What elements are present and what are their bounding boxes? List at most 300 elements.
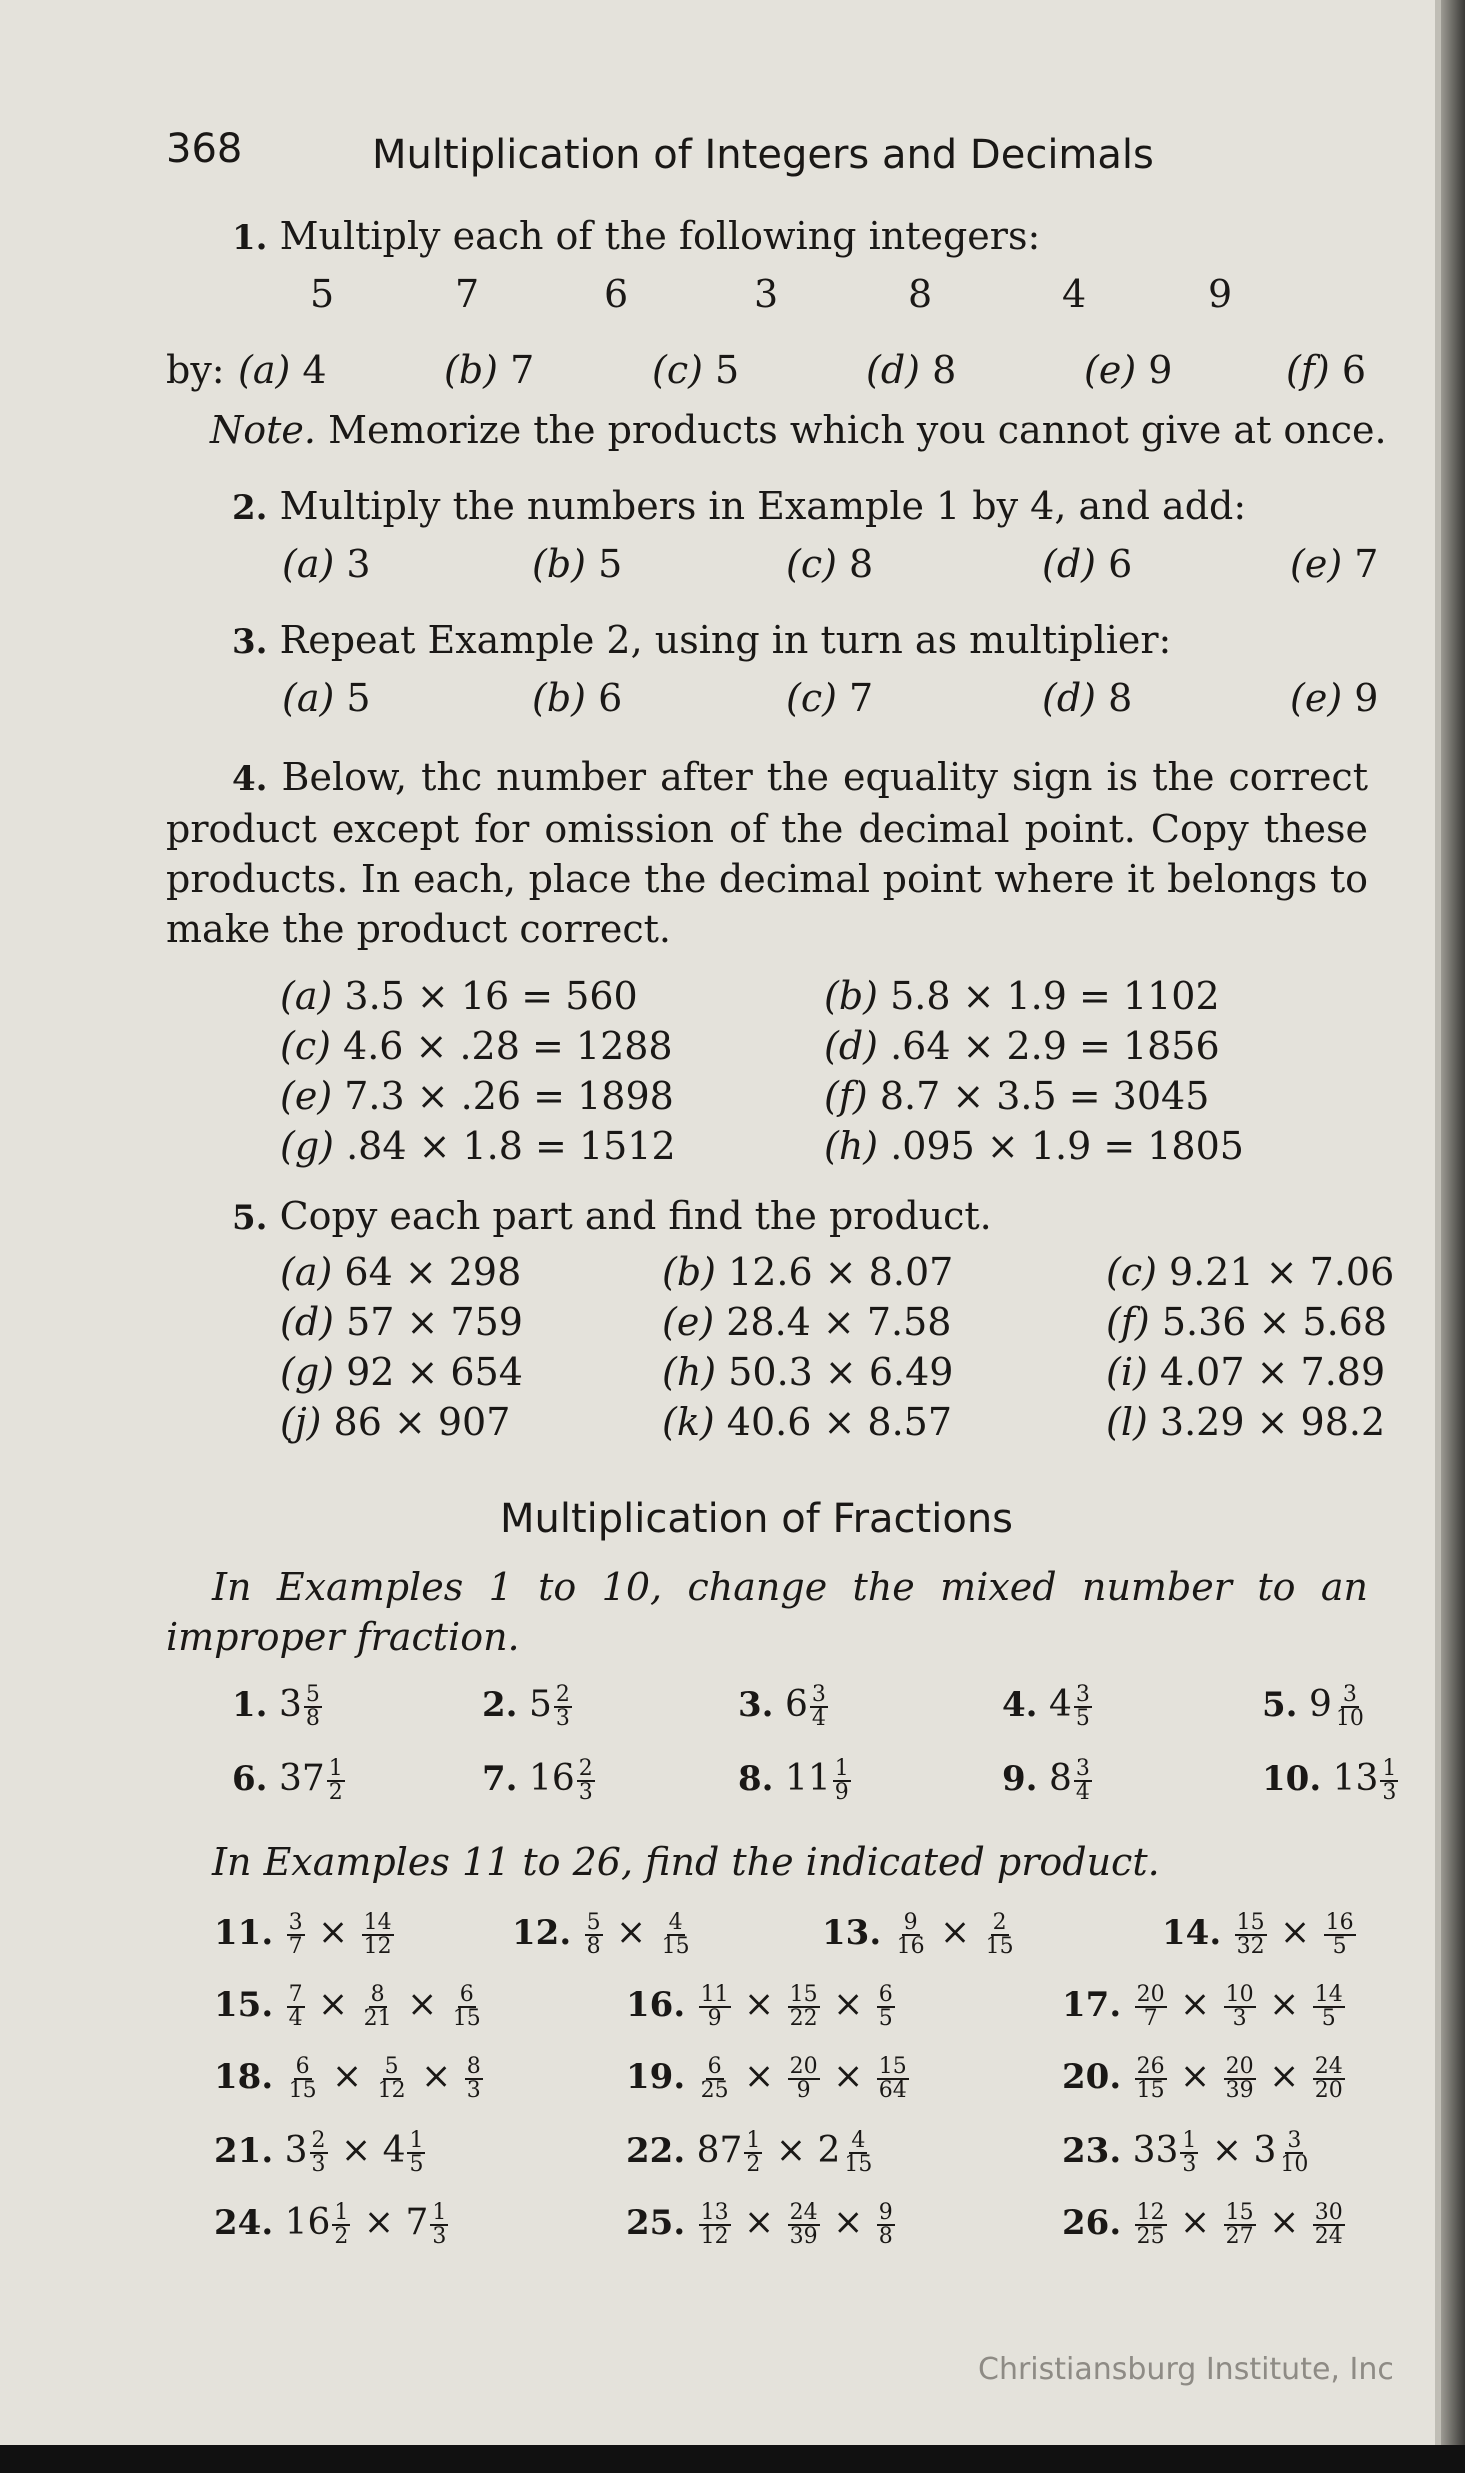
numerator: 13 [700, 2200, 729, 2225]
ex3-part-c: (c) 7 [786, 676, 874, 720]
denominator: 2 [328, 1780, 343, 1805]
fraction [287, 2056, 319, 2102]
denominator: 27 [1225, 2224, 1254, 2249]
ex4-part-f: (f) 8.7 × 3.5 = 3045 [824, 1074, 1210, 1118]
item-number: 14. [1162, 1913, 1222, 1953]
item-number: 1. [232, 1685, 268, 1725]
fraction [407, 2130, 425, 2176]
numerator: 6 [459, 1982, 474, 2007]
ex1-int-4: 8 [908, 272, 933, 316]
denominator: 3 [1182, 2152, 1197, 2177]
ex5-part-b: (b) 12.6 × 8.07 [662, 1250, 954, 1294]
denominator: 5 [1321, 2006, 1336, 2031]
ex5-part-d: (d) 57 × 759 [280, 1300, 523, 1344]
fraction [1074, 1684, 1092, 1730]
product-item [214, 2202, 450, 2248]
times-sign: × [1257, 2056, 1311, 2097]
product-item [214, 1984, 485, 2030]
ex2-part-c: (c) 8 [786, 542, 874, 586]
item-number: 17. [1062, 1985, 1122, 2025]
numerator: 20 [789, 2054, 818, 2079]
numerator: 3 [1075, 1682, 1090, 1707]
whole-part: 4 [1048, 1684, 1072, 1725]
item-number: 22. [626, 2131, 686, 2171]
denominator: 5 [409, 2152, 424, 2177]
ex4-part-g: (g) .84 × 1.8 = 1512 [280, 1124, 676, 1168]
times-sign: × [1200, 2130, 1254, 2171]
whole-part: 5 [528, 1684, 552, 1725]
ex1-part-e: (e) 9 [1084, 348, 1173, 392]
fraction [1313, 2056, 1345, 2102]
ex1-int-3: 3 [754, 272, 779, 316]
ex4-part-c: (c) 4.6 × .28 = 1288 [280, 1024, 673, 1068]
fraction [699, 2202, 731, 2248]
denominator: 39 [789, 2224, 818, 2249]
numerator: 12 [1136, 2200, 1165, 2225]
numerator: 14 [1314, 1982, 1343, 2007]
section-heading: Multiplication of Fractions [500, 1496, 1014, 1542]
ex1-line [232, 214, 1040, 258]
fraction [310, 2130, 328, 2176]
times-sign: × [732, 1984, 786, 2025]
ex5-part-f: (f) 5.36 × 5.68 [1106, 1300, 1388, 1344]
denominator: 12 [377, 2078, 406, 2103]
times-sign: × [1268, 1912, 1322, 1953]
numerator: 6 [295, 2054, 310, 2079]
item-number: 16. [626, 1985, 686, 2025]
whole-part: 3 [1253, 2130, 1277, 2171]
fraction [877, 2056, 909, 2102]
denominator: 9 [834, 1780, 849, 1805]
product-item [214, 2130, 427, 2176]
numerator: 2 [578, 1756, 593, 1781]
ex1-part-a: (a) 4 [238, 348, 327, 392]
numerator: 3 [811, 1682, 826, 1707]
ex5-part-c: (c) 9.21 × 7.06 [1106, 1250, 1395, 1294]
denominator: 20 [1314, 2078, 1343, 2103]
product-item [1062, 2056, 1347, 2102]
denominator: 8 [878, 2224, 893, 2249]
denominator: 4 [811, 1706, 826, 1731]
fractions-instruction-1: In Examples 1 to 10, change the mixed number to an improper fraction. [166, 1565, 1368, 1659]
denominator: 3 [578, 1780, 593, 1805]
numerator: 24 [1314, 2054, 1343, 2079]
ex3-part-a: (a) 5 [282, 676, 371, 720]
fraction [895, 1912, 927, 1958]
whole-part: 87 [696, 2130, 743, 2171]
times-sign: × [821, 1984, 875, 2025]
denominator: 5 [878, 2006, 893, 2031]
times-sign: × [732, 2056, 786, 2097]
ex5-part-h: (h) 50.3 × 6.49 [662, 1350, 954, 1394]
numerator: 5 [305, 1682, 320, 1707]
mixed-number-item [232, 1684, 324, 1730]
ex1-int-0: 5 [310, 272, 335, 316]
numerator: 5 [384, 2054, 399, 2079]
ex1-int-2: 6 [604, 272, 629, 316]
whole-part: 33 [1132, 2130, 1179, 2171]
denominator: 24 [1314, 2224, 1343, 2249]
whole-part: 8 [1048, 1758, 1072, 1799]
item-number: 11. [214, 1913, 274, 1953]
item-number: 4. [1002, 1685, 1038, 1725]
denominator: 10 [1335, 1706, 1364, 1731]
mixed-number-item [1262, 1758, 1400, 1804]
denominator: 15 [288, 2078, 317, 2103]
denominator: 5 [1332, 1934, 1347, 1959]
fraction [304, 1684, 322, 1730]
fraction [877, 1984, 895, 2030]
denominator: 3 [555, 1706, 570, 1731]
denominator: 15 [452, 2006, 481, 2031]
fraction [287, 1984, 305, 2030]
times-sign: × [732, 2202, 786, 2243]
numerator: 15 [1225, 2200, 1254, 2225]
page-edge-bottom [0, 2445, 1465, 2473]
item-number: 21. [214, 2131, 274, 2171]
denominator: 22 [789, 2006, 818, 2031]
ex4-part-a: (a) 3.5 × 16 = 560 [280, 974, 638, 1018]
numerator: 15 [878, 2054, 907, 2079]
denominator: 12 [363, 1934, 392, 1959]
denominator: 10 [1280, 2152, 1309, 2177]
whole-part: 37 [278, 1758, 325, 1799]
denominator: 21 [363, 2006, 392, 2031]
item-number: 8. [738, 1759, 774, 1799]
fraction [1180, 2130, 1198, 2176]
fractions-instruction-2: In Examples 11 to 26, find the indicated product. [212, 1840, 1160, 1884]
denominator: 9 [796, 2078, 811, 2103]
numerator: 8 [370, 1982, 385, 2007]
product-item [214, 2056, 485, 2102]
fraction [877, 2202, 895, 2248]
times-sign: × [821, 2202, 875, 2243]
denominator: 2 [334, 2224, 349, 2249]
fraction [376, 2056, 408, 2102]
times-sign: × [395, 1984, 449, 2025]
product-item [1162, 1912, 1358, 1958]
numerator: 1 [328, 1756, 343, 1781]
ex1-int-6: 9 [1208, 272, 1233, 316]
numerator: 2 [555, 1682, 570, 1707]
times-sign: × [306, 1984, 360, 2025]
numerator: 6 [707, 2054, 722, 2079]
numerator: 20 [1136, 1982, 1165, 2007]
ex2-part-a: (a) 3 [282, 542, 371, 586]
fraction [699, 1984, 731, 2030]
product-item [1062, 2202, 1347, 2248]
mixed-number-item [738, 1684, 830, 1730]
times-sign: × [320, 2056, 374, 2097]
numerator: 16 [1325, 1910, 1354, 1935]
fraction [1224, 2202, 1256, 2248]
item-number: 13. [822, 1913, 882, 1953]
item-number: 10. [1262, 1759, 1322, 1799]
numerator: 9 [878, 2200, 893, 2225]
fraction [287, 1912, 305, 1958]
denominator: 9 [707, 2006, 722, 2031]
denominator: 3 [311, 2152, 326, 2177]
denominator: 5 [1075, 1706, 1090, 1731]
times-sign: × [1168, 2056, 1222, 2097]
whole-part: 9 [1308, 1684, 1332, 1725]
fraction [362, 1912, 394, 1958]
whole-part: 16 [284, 2202, 331, 2243]
denominator: 7 [1143, 2006, 1158, 2031]
numerator: 7 [288, 1982, 303, 2007]
ex4-part-e: (e) 7.3 × .26 = 1898 [280, 1074, 674, 1118]
denominator: 2 [746, 2152, 761, 2177]
product-item [626, 2056, 911, 2102]
denominator: 16 [896, 1934, 925, 1959]
ex1-part-d: (d) 8 [866, 348, 957, 392]
item-number: 25. [626, 2203, 686, 2243]
ex1-part-b: (b) 7 [444, 348, 535, 392]
item-number: 6. [232, 1759, 268, 1799]
fraction [660, 1912, 692, 1958]
times-sign: × [821, 2056, 875, 2097]
fraction [585, 1912, 603, 1958]
denominator: 15 [844, 2152, 873, 2177]
product-item [626, 1984, 897, 2030]
item-number: 15. [214, 1985, 274, 2025]
fraction [1074, 1758, 1092, 1804]
numerator: 4 [668, 1910, 683, 1935]
ex1-part-c: (c) 5 [652, 348, 740, 392]
ex4-part-b: (b) 5.8 × 1.9 = 1102 [824, 974, 1220, 1018]
denominator: 25 [700, 2078, 729, 2103]
whole-part: 4 [382, 2130, 406, 2171]
fraction [332, 2202, 350, 2248]
ex1-int-5: 4 [1062, 272, 1087, 316]
ex5-part-e: (e) 28.4 × 7.58 [662, 1300, 952, 1344]
times-sign: × [604, 1912, 658, 1953]
fraction [1278, 2130, 1310, 2176]
numerator: 10 [1225, 1982, 1254, 2007]
numerator: 11 [700, 1982, 729, 2007]
fraction [1235, 1912, 1267, 1958]
fraction [554, 1684, 572, 1730]
fraction [788, 2056, 820, 2102]
numerator: 9 [903, 1910, 918, 1935]
fraction [833, 1758, 851, 1804]
product-item [214, 1912, 396, 1958]
denominator: 3 [1382, 1780, 1397, 1805]
ex5-line: 5. Copy each part and find the product. [232, 1194, 992, 1238]
fraction [430, 2202, 448, 2248]
numerator: 1 [746, 2128, 761, 2153]
ex5-part-a: (a) 64 × 298 [280, 1250, 522, 1294]
product-item [626, 2202, 897, 2248]
mixed-number-item [482, 1758, 597, 1804]
numerator: 1 [409, 2128, 424, 2153]
product-item [1062, 1984, 1347, 2030]
times-sign: × [352, 2202, 406, 2243]
numerator: 4 [851, 2128, 866, 2153]
denominator: 8 [305, 1706, 320, 1731]
ex1-number: 1. [232, 218, 268, 258]
fraction [788, 2202, 820, 2248]
numerator: 15 [789, 1982, 818, 2007]
page-edge-right [1441, 0, 1465, 2445]
numerator: 5 [586, 1910, 601, 1935]
fraction [577, 1758, 595, 1804]
ex3-part-d: (d) 8 [1042, 676, 1133, 720]
fraction [1380, 1758, 1398, 1804]
ex4-part-d: (d) .64 × 2.9 = 1856 [824, 1024, 1220, 1068]
item-number: 24. [214, 2203, 274, 2243]
ex3-line: 3. Repeat Example 2, using in turn as multiplier: [232, 618, 1172, 662]
item-number: 9. [1002, 1759, 1038, 1799]
fraction [1224, 1984, 1256, 2030]
fraction [699, 2056, 731, 2102]
denominator: 25 [1136, 2224, 1165, 2249]
denominator: 64 [878, 2078, 907, 2103]
fraction [465, 2056, 483, 2102]
whole-part: 7 [405, 2202, 429, 2243]
ex5-part-g: (g) 92 × 654 [280, 1350, 523, 1394]
numerator: 3 [1342, 1682, 1357, 1707]
denominator: 4 [1075, 1780, 1090, 1805]
times-sign: × [329, 2130, 383, 2171]
page-title: Multiplication of Integers and Decimals [372, 132, 1154, 178]
denominator: 39 [1225, 2078, 1254, 2103]
whole-part: 3 [284, 2130, 308, 2171]
numerator: 3 [1287, 2128, 1302, 2153]
ex1-int-1: 7 [455, 272, 480, 316]
times-sign: × [928, 1912, 982, 1953]
numerator: 26 [1136, 2054, 1165, 2079]
fraction [451, 1984, 483, 2030]
ex4-part-h: (h) .095 × 1.9 = 1805 [824, 1124, 1244, 1168]
item-number: 12. [512, 1913, 572, 1953]
fraction [1313, 1984, 1345, 2030]
numerator: 1 [334, 2200, 349, 2225]
denominator: 32 [1236, 1934, 1265, 1959]
numerator: 6 [878, 1982, 893, 2007]
times-sign: × [1257, 1984, 1311, 2025]
numerator: 2 [992, 1910, 1007, 1935]
product-item [1062, 2130, 1312, 2176]
fraction [327, 1758, 345, 1804]
whole-part: 6 [784, 1684, 808, 1725]
denominator: 12 [700, 2224, 729, 2249]
numerator: 3 [1075, 1756, 1090, 1781]
fraction [810, 1684, 828, 1730]
numerator: 15 [1236, 1910, 1265, 1935]
ex3-part-e: (e) 9 [1290, 676, 1379, 720]
numerator: 1 [432, 2200, 447, 2225]
ex4-paragraph: 4. Below, thc number after the equality sign is the correct product except for omission of the decimal point. Copy these products. In each, place the decimal point where it belongs to make the product correct. [166, 755, 1368, 951]
denominator: 3 [1232, 2006, 1247, 2031]
mixed-number-item [1262, 1684, 1368, 1730]
numerator: 1 [1382, 1756, 1397, 1781]
fraction [1135, 1984, 1167, 2030]
page-number: 368 [166, 126, 243, 172]
denominator: 15 [1136, 2078, 1165, 2103]
times-sign: × [1168, 1984, 1222, 2025]
times-sign: × [1257, 2202, 1311, 2243]
ex2-line: 2. Multiply the numbers in Example 1 by 4, and add: [232, 484, 1247, 528]
fraction [1135, 2056, 1167, 2102]
numerator: 1 [1182, 2128, 1197, 2153]
mixed-number-item [1002, 1684, 1094, 1730]
numerator: 30 [1314, 2200, 1343, 2225]
ex2-part-b: (b) 5 [532, 542, 623, 586]
item-number: 18. [214, 2057, 274, 2097]
denominator: 7 [288, 1934, 303, 1959]
fraction [362, 1984, 394, 2030]
numerator: 8 [466, 2054, 481, 2079]
ex1-text: Multiply each of the following integers: [279, 214, 1041, 258]
item-number: 7. [482, 1759, 518, 1799]
mixed-number-item [1002, 1758, 1094, 1804]
ex3-part-b: (b) 6 [532, 676, 623, 720]
mixed-number-item [738, 1758, 853, 1804]
fraction [1224, 2056, 1256, 2102]
times-sign: × [306, 1912, 360, 1953]
ex5-part-l: (l) 3.29 × 98.2 [1106, 1400, 1386, 1444]
item-number: 19. [626, 2057, 686, 2097]
fraction [1324, 1912, 1356, 1958]
denominator: 8 [586, 1934, 601, 1959]
ex5-part-j: (j) 86 × 907 [280, 1400, 511, 1444]
fraction [788, 1984, 820, 2030]
numerator: 2 [311, 2128, 326, 2153]
numerator: 3 [288, 1910, 303, 1935]
times-sign: × [1168, 2202, 1222, 2243]
denominator: 15 [985, 1934, 1014, 1959]
watermark: Christiansburg Institute, Inc [978, 2352, 1394, 2387]
whole-part: 13 [1332, 1758, 1379, 1799]
denominator: 3 [466, 2078, 481, 2103]
item-number: 5. [1262, 1685, 1298, 1725]
fraction [1313, 2202, 1345, 2248]
item-number: 23. [1062, 2131, 1122, 2171]
fraction [1334, 1684, 1366, 1730]
item-number: 20. [1062, 2057, 1122, 2097]
denominator: 3 [432, 2224, 447, 2249]
whole-part: 11 [784, 1758, 831, 1799]
ex5-part-k: (k) 40.6 × 8.57 [662, 1400, 952, 1444]
numerator: 14 [363, 1910, 392, 1935]
ex1-part-f: (f) 6 [1286, 348, 1366, 392]
mixed-number-item [482, 1684, 574, 1730]
fraction [984, 1912, 1016, 1958]
numerator: 20 [1225, 2054, 1254, 2079]
numerator: 24 [789, 2200, 818, 2225]
fraction [744, 2130, 762, 2176]
ex5-part-i: (i) 4.07 × 7.89 [1106, 1350, 1386, 1394]
times-sign: × [409, 2056, 463, 2097]
fraction [1135, 2202, 1167, 2248]
item-number: 3. [738, 1685, 774, 1725]
item-number: 2. [482, 1685, 518, 1725]
ex2-part-d: (d) 6 [1042, 542, 1133, 586]
product-item [822, 1912, 1018, 1958]
ex1-note: Note. Memorize the products which you cannot give at once. [210, 408, 1387, 452]
product-item [512, 1912, 694, 1958]
ex2-part-e: (e) 7 [1290, 542, 1379, 586]
whole-part: 16 [528, 1758, 575, 1799]
item-number: 26. [1062, 2203, 1122, 2243]
denominator: 15 [661, 1934, 690, 1959]
mixed-number-item [232, 1758, 347, 1804]
whole-part: 2 [817, 2130, 841, 2171]
fraction [842, 2130, 874, 2176]
times-sign: × [764, 2130, 818, 2171]
numerator: 1 [834, 1756, 849, 1781]
